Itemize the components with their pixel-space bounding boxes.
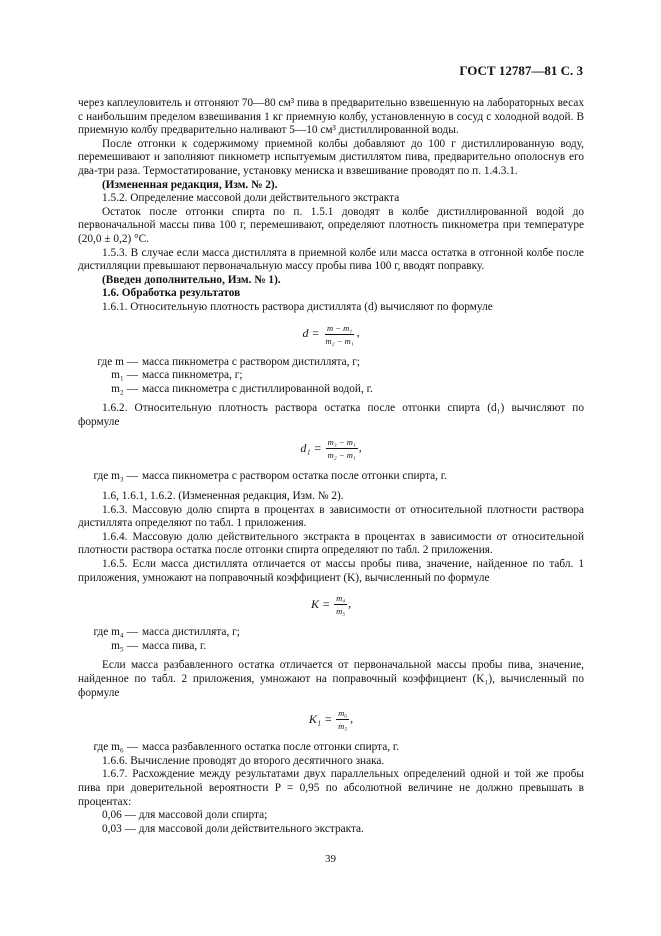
paragraph: 1.6.3. Массовую долю спирта в процентах в зависимости от относительной плотности раствора дистиллята определяют по табл. 1 приложения. [78, 503, 584, 530]
where-list-1 [78, 356, 584, 397]
amendment-note: (Измененная редакция, Изм. № 2). [102, 178, 278, 191]
numerator: m − m₁ [327, 322, 353, 333]
formula-k1: K₁ = $\frac{\text{m₆}}{\text{m₅}}$ , [308, 708, 354, 732]
where-symbol: m₂ — [111, 382, 138, 395]
paragraph: 1.6.5. Если масса дистиллята отличается от массы пробы пива, значение, найденное по табл. 1 приложения, умножают на поправочный коэффициент (K), вычисленный по формуле [78, 558, 584, 584]
where-row [78, 383, 584, 397]
denominator: m₂ − m₁ [327, 450, 356, 461]
paragraph: 1.5.3. В случае если масса дистиллята в приемной колбе или масса остатка в отгонной колбе после дистилляции превышают первоначальную массу пробы пива 100 г, вводят поправку. [78, 246, 584, 273]
where-symbol: где m — [97, 355, 138, 368]
where-row [78, 470, 584, 484]
where-text: масса пива, г. [142, 639, 207, 652]
paragraph: 1.6.1. Относительную плотность раствора дистиллята (d) вычисляют по формуле [102, 300, 493, 313]
where-list-4 [78, 741, 584, 755]
where-list-2 [78, 470, 584, 484]
where-row [78, 640, 584, 654]
where-row [78, 741, 584, 755]
where-list-3 [78, 626, 584, 653]
amendment-note [78, 490, 584, 504]
paragraph: 1.6.6. Вычисление проводят до второго десятичного знака. [102, 754, 385, 767]
where-symbol: m₅ — [111, 639, 138, 652]
amendment-note: (Введен дополнительно, Изм. № 1). [102, 273, 281, 286]
where-text: масса пикнометра с раствором остатка после отгонки спирта, г. [142, 470, 447, 483]
formula-k: K = $\frac{\text{m₄}}{\text{m₅}}$ , [310, 593, 352, 617]
page-body [78, 97, 584, 836]
where-row [78, 356, 584, 370]
numerator: m₄ [336, 593, 346, 604]
numerator: m₆ [338, 708, 348, 719]
where-text: масса пикнометра, г; [142, 369, 243, 382]
fraction [326, 437, 358, 460]
list-item: 0,03 — для массовой доли действительного экстракта. [102, 822, 364, 835]
paragraph: После отгонки к содержимому приемной колбы добавляют до 100 г дистиллированную воду, перемешивают и заполняют пикнометр испытуемым дистиллятом пива, предварительно ополоснув его два-три раза. Термостатирование, установку мениска и взвешивание проводят по п. 1.4.3.1. [78, 137, 584, 177]
denominator: m₂ − m₁ [325, 335, 354, 346]
where-text: масса дистиллята, г; [142, 626, 240, 639]
where-text: масса пикнометра с дистиллированной водой, г. [142, 382, 373, 395]
fraction [324, 323, 356, 346]
fraction [336, 708, 349, 731]
list-item: 0,06 — для массовой доли спирта; [102, 809, 268, 822]
denominator: m₅ [338, 721, 348, 732]
amendment-note-text: 1.6, 1.6.1, 1.6.2. (Измененная редакция, Изм. № 2). [102, 490, 344, 503]
formula-lhs: d₁ = [300, 441, 322, 456]
where-row [78, 626, 584, 640]
denominator: m₅ [336, 606, 346, 617]
where-symbol: где m₆ — [93, 741, 138, 754]
paragraph: Остаток после отгонки спирта по п. 1.5.1 доводят в колбе дистиллированной водой до первоначальной массы пива 100 г, перемешивают, определяют плотность пикнометра при температуре (20,0 ± 0,2) °С. [78, 205, 584, 245]
where-symbol: где m₃ — [93, 470, 138, 483]
formula-lhs: d = [302, 326, 320, 341]
where-text: масса пикнометра с раствором дистиллята, г; [142, 355, 361, 368]
paragraph: 1.6.2. Относительную плотность раствора остатка после отгонки спирта (d₁) вычисляют по формуле [78, 402, 584, 428]
formula-lhs: K₁ = [308, 711, 333, 726]
where-symbol: m₁ — [111, 369, 138, 382]
where-text: масса разбавленного остатка после отгонки спирта, г. [142, 741, 400, 754]
formula-d: d = $\frac{\text{m − m₁}}{\text{m₂ − m₁}}$ , [302, 322, 360, 346]
page-header: ГОСТ 12787—81 С. 3 [459, 63, 583, 78]
paragraph: 1.6.4. Массовую долю действительного экстракта в процентах в зависимости от относительной плотности раствора остатка после отгонки спирта определяют по табл. 2 приложения. [78, 530, 584, 557]
paragraph: Если масса разбавленного остатка отличается от первоначальной массы пробы пива, значение, найденное по табл. 2 приложения, умножают на поправочный коэффициент (K₁), вычисленный по формуле [78, 659, 584, 699]
page-number: 39 [325, 853, 336, 865]
where-symbol: где m₄ — [93, 626, 138, 639]
fraction [334, 593, 347, 616]
section-heading: 1.5.2. Определение массовой доли действительного экстракта [102, 192, 400, 205]
where-row [78, 369, 584, 383]
numerator: m₃ − m₁ [327, 437, 356, 448]
section-heading: 1.6. Обработка результатов [102, 287, 241, 300]
formula-lhs: K = [310, 596, 331, 611]
formula-d1: d₁ = $\frac{\text{m₃ − m₁}}{\text{m₂ − m₁}}$ , [300, 437, 362, 461]
paragraph: через каплеуловитель и отгоняют 70—80 см³ пива в предварительно взвешенную на лабораторных весах с наибольшим пределом взвешивания 1 кг приемную колбу, установленную в сосуд с холодной водой. В приемную колбу предварительно наливают 5—10 см³ дистиллированной воды. [78, 97, 584, 137]
paragraph: 1.6.7. Расхождение между результатами двух параллельных определений одной и той же пробы пива при доверительной вероятности P = 0,95 по абсолютной величине не должно превышать в процентах: [78, 768, 584, 808]
